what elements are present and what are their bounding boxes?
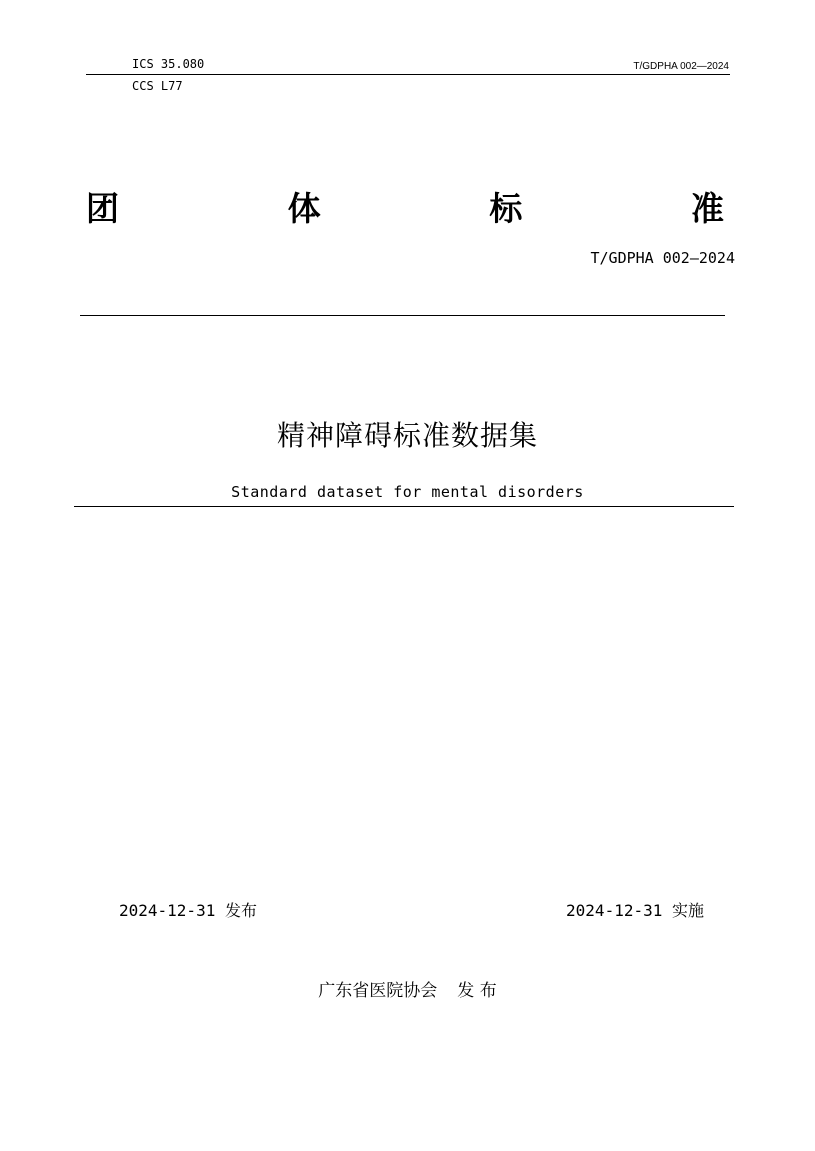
header-standard-code: T/GDPHA 002—2024 bbox=[633, 61, 729, 72]
ccs-code: CCS L77 bbox=[132, 79, 183, 93]
ics-code: ICS 35.080 bbox=[132, 57, 205, 71]
document-type-title bbox=[86, 184, 724, 228]
implement-date: 2024-12-31 实施 bbox=[566, 901, 704, 920]
title-rule bbox=[80, 315, 725, 316]
title-char: 标 bbox=[489, 188, 523, 228]
publisher bbox=[0, 976, 815, 1001]
publish-date: 2024-12-31 发布 bbox=[119, 901, 257, 920]
title-bottom-rule bbox=[74, 506, 734, 507]
title-char: 准 bbox=[690, 188, 724, 228]
header-rule bbox=[86, 74, 730, 75]
title-char: 体 bbox=[287, 188, 321, 228]
publisher-org: 广东省医院协会 bbox=[318, 981, 438, 1001]
title-char: 团 bbox=[86, 188, 119, 228]
publisher-action: 发 布 bbox=[457, 981, 497, 1001]
english-title: Standard dataset for mental disorders bbox=[231, 483, 584, 501]
standard-code: T/GDPHA 002—2024 bbox=[590, 249, 735, 267]
main-title: 精神障碍标准数据集 bbox=[276, 419, 538, 452]
